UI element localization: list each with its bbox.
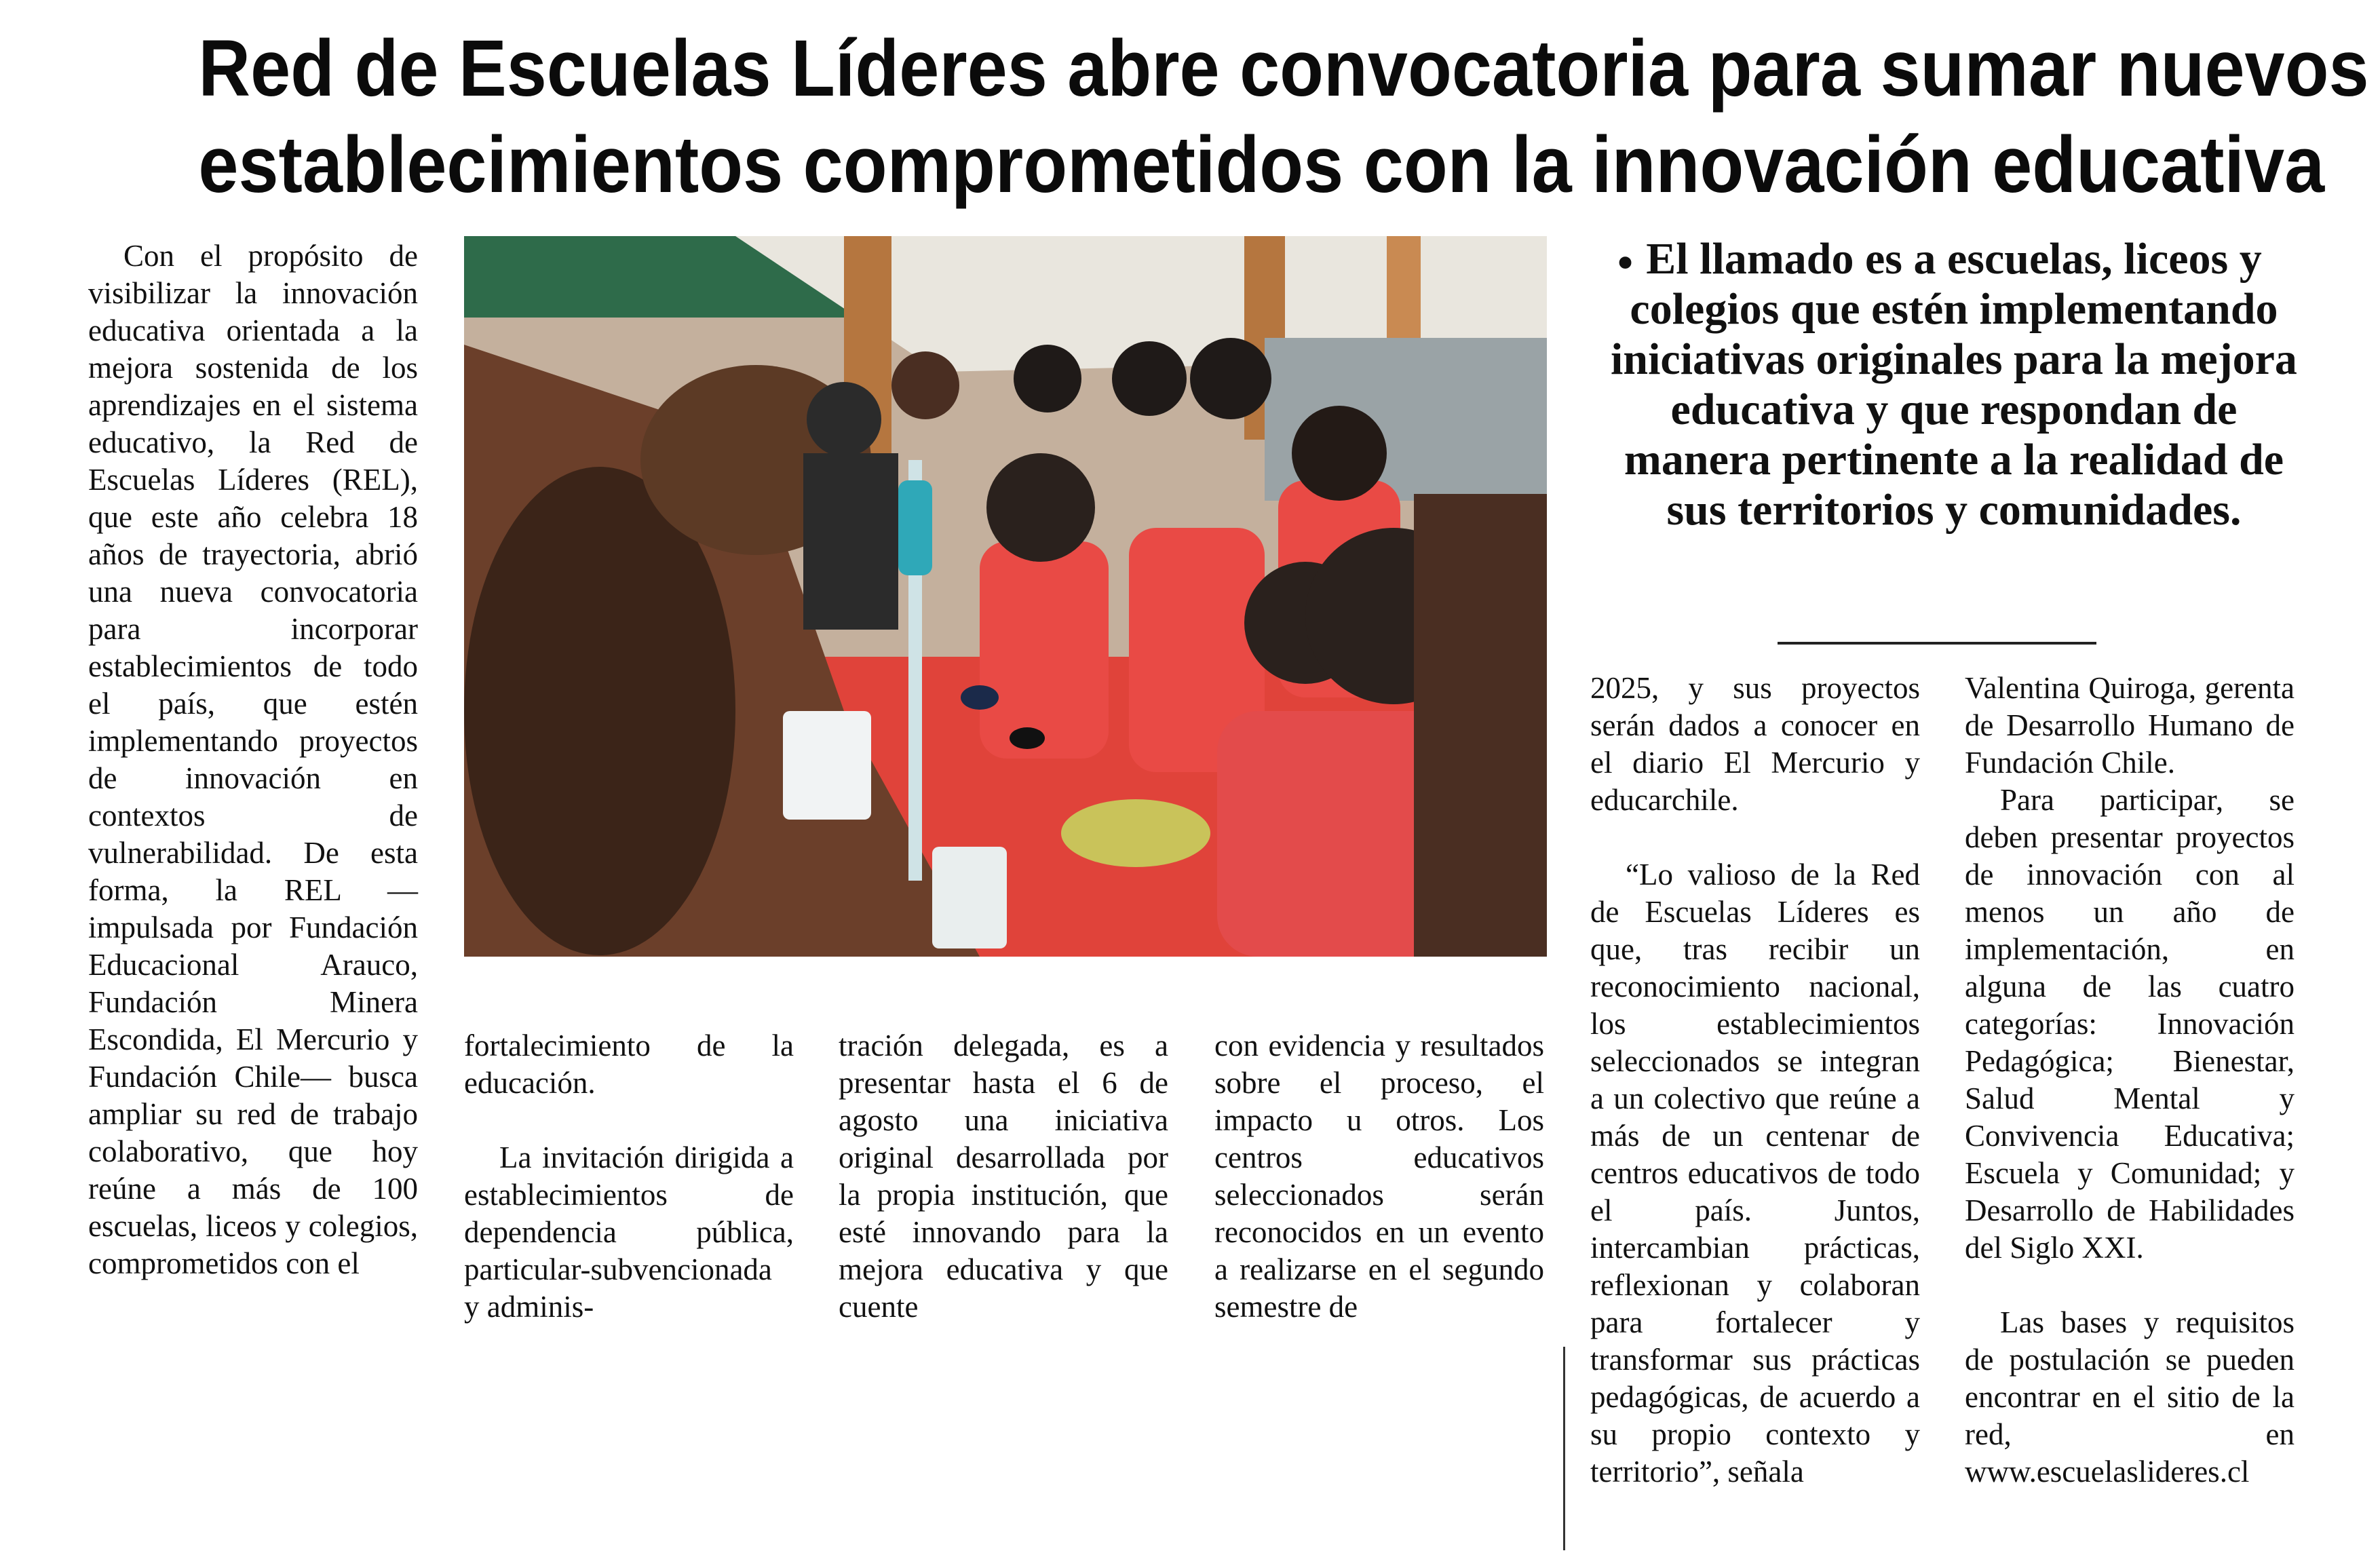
headline: [198, 20, 2369, 213]
article-photo: [464, 236, 1547, 957]
pull-quote-bullet: •: [1617, 238, 1634, 288]
article-column-4: [1214, 1027, 1544, 1326]
headline-line-1: Red de Escuelas Líderes abre convocatoria para sumar nuevos: [198, 24, 2369, 113]
column-6-paragraph-1: Valentina Quiroga, gerenta de Desarrollo Humano de Fundación Chile.: [1965, 671, 2295, 780]
column-3-text: tración delegada, es a presentar hasta el 6 de agosto una iniciativa original desarrollada por la propia institución, que esté innovando para la mejora educativa y que cuente: [839, 1029, 1168, 1324]
pull-quote: El llamado es a escuelas, liceos y colegios que estén implementando iniciativas originales para la mejora educativa y que respondan de manera pertinente a la realidad de sus territorios y comunidades.: [1611, 234, 2297, 535]
column-divider: [1563, 1347, 1565, 1550]
article-column-6: [1965, 670, 2295, 1491]
column-6-paragraph-2: Para participar, se deben presentar proyectos de innovación con al menos un año de implementación, en alguna de las cuatro categorías: Innovación Pedagógica; Bienestar, Salud Mental y Convivencia Educativa; Escuela y Comunidad; y Desarrollo de Habilidades del Siglo XXI.: [1965, 783, 2295, 1265]
column-2-paragraph-2: La invitación dirigida a establecimientos de dependencia pública, particular-subvencionada y adminis-: [464, 1140, 794, 1324]
column-5-paragraph-2: “Lo valioso de la Red de Escuelas Líderes es que, tras recibir un reconocimiento nacional, los establecimientos seleccionados se integran a un colectivo que reúne a más de un centenar de centros educativos de todo el país. Juntos, intercambian prácticas, reflexionan y colaboran para fortalecer y transformar sus prácticas pedagógicas, de acuerdo a su propio contexto y territorio”, señala: [1590, 858, 1920, 1489]
column-1-text: Con el propósito de visibilizar la innovación educativa orientada a la mejora sostenida de los aprendizajes en el sistema educativo, la Red de Escuelas Líderes (REL), que este año celebra 18 años de trayectoria, abrió una nueva convocatoria para incorporar establecimientos de todo el país, que estén implementando proyectos de innovación en contextos de vulnerabilidad. De esta forma, la REL —impulsada por Fundación Educacional Arauco, Fundación Minera Escondida, El Mercurio y Fundación Chile— busca ampliar su red de trabajo colaborativo, que hoy reúne a más de 100 escuelas, liceos y colegios, comprometidos con el: [88, 239, 418, 1280]
headline-line-2: establecimientos comprometidos con la innovación educativa: [198, 120, 2325, 210]
column-5-paragraph-1: 2025, y sus proyectos serán dados a conocer en el diario El Mercurio y educarchile.: [1590, 671, 1920, 817]
article-column-5: [1590, 670, 1920, 1491]
article-column-3: [839, 1027, 1168, 1326]
article-column-2: [464, 1027, 794, 1326]
column-4-text: con evidencia y resultados sobre el proceso, el impacto u otros. Los centros educativos seleccionados serán reconocidos en un evento a realizarse en el segundo semestre de: [1214, 1029, 1544, 1324]
students-science-photo: [464, 236, 1547, 957]
article-column-1: [88, 237, 418, 1282]
column-6-paragraph-3: Las bases y requisitos de postulación se pueden encontrar en el sitio de la red, en www.escuelaslideres.cl: [1965, 1305, 2295, 1489]
column-2-paragraph-1: fortalecimiento de la educación.: [464, 1029, 794, 1100]
pull-quote-underline: [1778, 642, 2096, 645]
